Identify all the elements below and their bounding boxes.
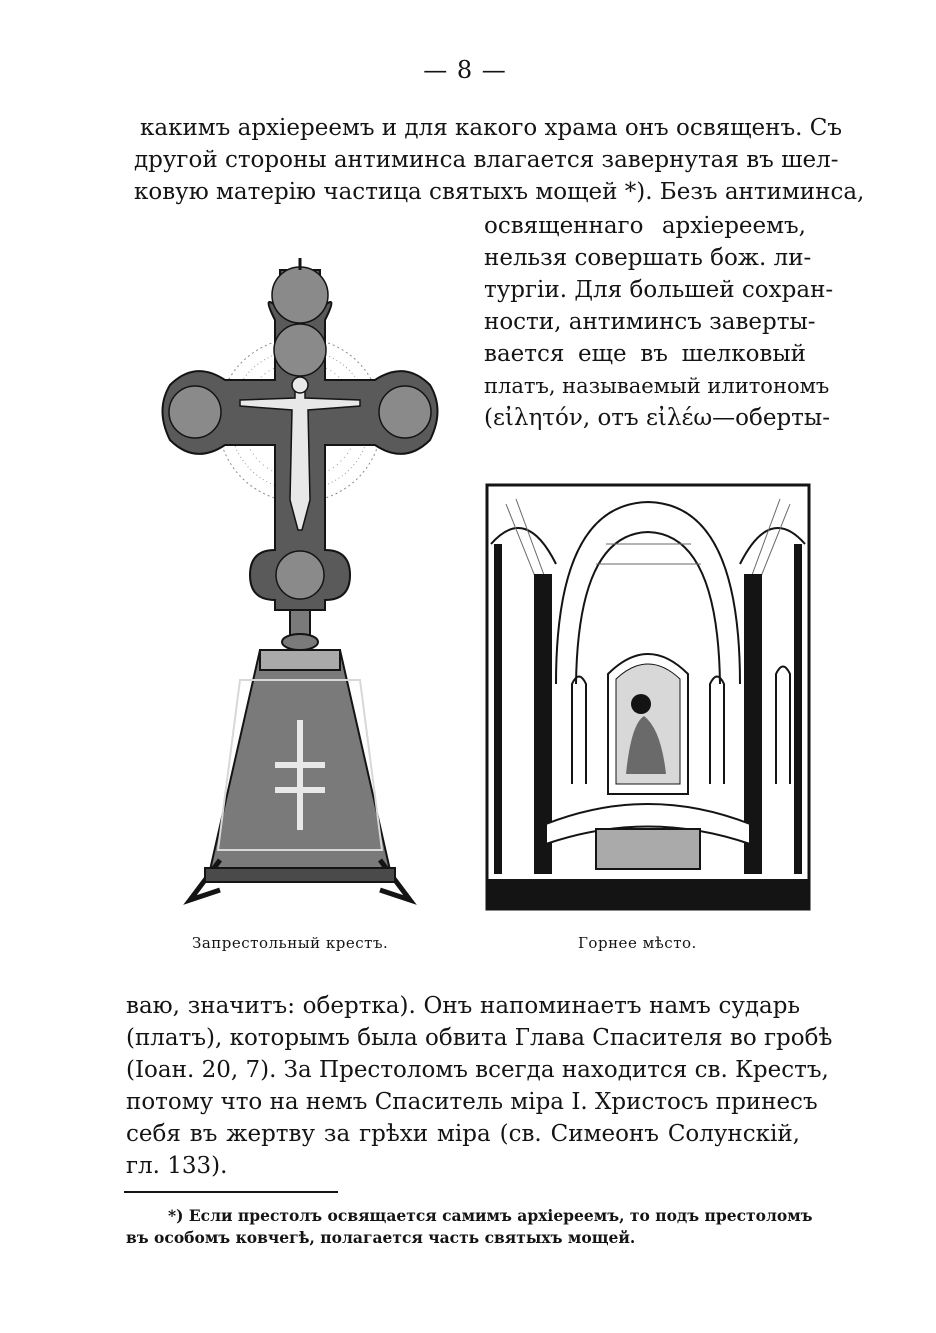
body-line-3: ковую матерію частица святыхъ мощей *). Безъ антиминса, — [134, 179, 865, 205]
column-line-1: освященнаго архіереемъ, — [484, 213, 806, 239]
body-line-1: какимъ архіереемъ и для какого храма онъ освященъ. Съ — [140, 115, 842, 141]
column-line-7: (εἰλητόν, отъ εἰλέω—оберты- — [484, 405, 830, 431]
cross-stem — [282, 610, 318, 650]
body-line-6: (Іоан. 20, 7). За Престоломъ всегда находится св. Крестъ, — [126, 1057, 829, 1083]
crucifix-figure — [240, 377, 360, 530]
footnote-rule — [124, 1191, 338, 1193]
column-line-3: тургіи. Для большей сохран- — [484, 277, 834, 303]
body-line-8: себя въ жертву за грѣхи міра (св. Симеонъ Солунскій, — [126, 1121, 800, 1147]
column-line-6: платъ, называемый илитономъ — [484, 374, 830, 398]
altar-cross-engraving — [150, 250, 450, 920]
body-line-4: ваю, значитъ: обертка). Онъ напоминаетъ намъ сударь — [126, 993, 800, 1019]
column-line-2: нельзя совершать бож. ли- — [484, 245, 812, 271]
body-line-2: другой стороны антиминса влагается завернутая въ шел- — [134, 147, 839, 173]
altar-caption: Горнее мѣсто. — [578, 934, 697, 952]
footnote-line-1: *) Если престолъ освящается самимъ архіереемъ, то подъ престоломъ — [168, 1206, 813, 1225]
cross-caption: Запрестольный крестъ. — [192, 934, 389, 952]
body-line-7: потому что на немъ Спаситель міра І. Христосъ принесъ — [126, 1089, 818, 1115]
page-number: — 8 — — [423, 56, 507, 84]
footnote-line-2: въ особомъ ковчегѣ, полагается часть святыхъ мощей. — [126, 1228, 636, 1247]
high-place-engraving — [486, 484, 810, 910]
body-line-5: (платъ), которымъ была обвита Глава Спасителя во гробѣ — [126, 1025, 833, 1051]
cross-pedestal — [190, 650, 410, 900]
column-line-5: вается еще въ шелковый — [484, 341, 806, 367]
icon-niche — [608, 654, 688, 794]
column-line-4: ности, антиминсъ заверты- — [484, 309, 816, 335]
body-line-9: гл. 133). — [126, 1153, 228, 1179]
